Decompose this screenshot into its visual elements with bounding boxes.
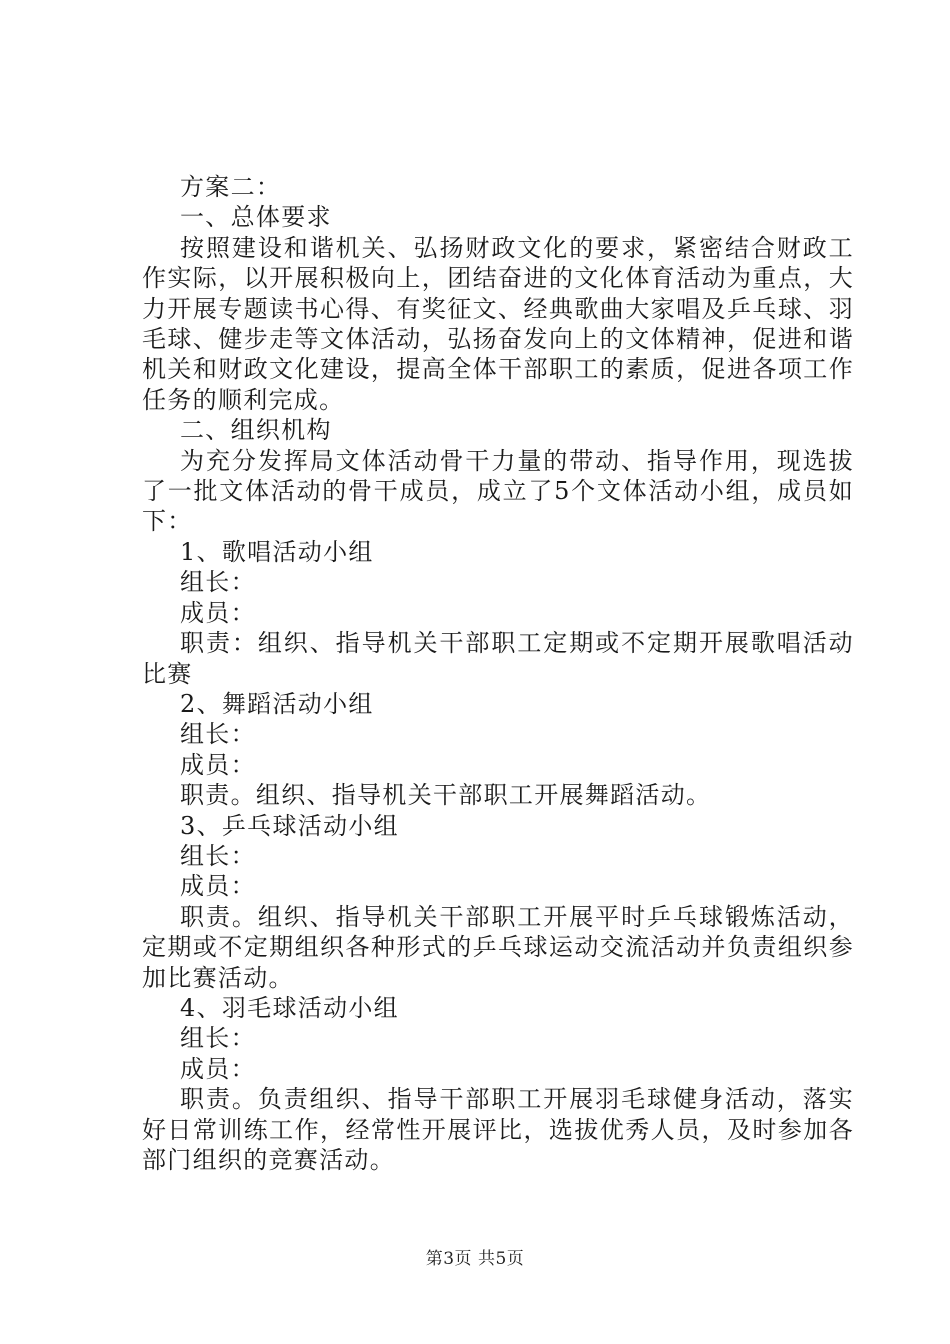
- group-members-badminton: 成员：: [180, 1054, 256, 1083]
- group-leader-singing: 组长：: [180, 568, 256, 597]
- paragraph-general-requirements: 按照建设和谐机关、弘扬财政文化的要求，紧密结合财政工作实际，以开展积极向上，团结奋进的文化体育活动为重点，大力开展专题读书心得、有奖征文、经典歌曲大家唱及乒乓球、羽毛球、健步走等文体活动，弘扬奋发向上的文体精神，促进和谐机关和财政文化建设，提高全体干部职工的素质，促进各项工作任务的顺利完成。: [142, 233, 854, 414]
- group-members-table-tennis: 成员：: [180, 872, 256, 901]
- paragraph-organization: 为充分发挥局文体活动骨干力量的带动、指导作用，现选拔了一批文体活动的骨干成员，成立了5个文体活动小组，成员如下：: [142, 446, 854, 536]
- group-members-dance: 成员：: [180, 750, 256, 779]
- group-members-singing: 成员：: [180, 598, 256, 627]
- group-heading-dance: 2、舞蹈活动小组: [180, 689, 374, 718]
- page-number-footer: 第3页 共5页: [425, 1249, 525, 1269]
- group-heading-badminton: 4、羽毛球活动小组: [180, 993, 399, 1022]
- document-body: [142, 172, 854, 1175]
- group-leader-badminton: 组长：: [180, 1024, 256, 1053]
- group-leader-dance: 组长：: [180, 720, 256, 749]
- group-duty-dance: 职责。组织、指导机关干部职工开展舞蹈活动。: [180, 781, 712, 810]
- group-duty-table-tennis: 职责。组织、指导机关干部职工开展平时乒乓球锻炼活动，定期或不定期组织各种形式的乒乓球运动交流活动并负责组织参加比赛活动。: [142, 902, 854, 992]
- group-heading-table-tennis: 3、乒乓球活动小组: [180, 811, 399, 840]
- group-leader-table-tennis: 组长：: [180, 841, 256, 870]
- section-heading-general-requirements: 一、总体要求: [180, 203, 332, 232]
- group-heading-singing: 1、歌唱活动小组: [180, 537, 374, 566]
- plan-heading: 方案二：: [180, 173, 282, 201]
- section-heading-organization: 二、组织机构: [180, 416, 332, 445]
- group-duty-badminton: 职责。负责组织、指导干部职工开展羽毛球健身活动，落实好日常训练工作，经常性开展评比，选拔优秀人员，及时参加各部门组织的竞赛活动。: [142, 1085, 854, 1174]
- group-duty-singing: 职责：组织、指导机关干部职工定期或不定期开展歌唱活动比赛: [142, 629, 854, 688]
